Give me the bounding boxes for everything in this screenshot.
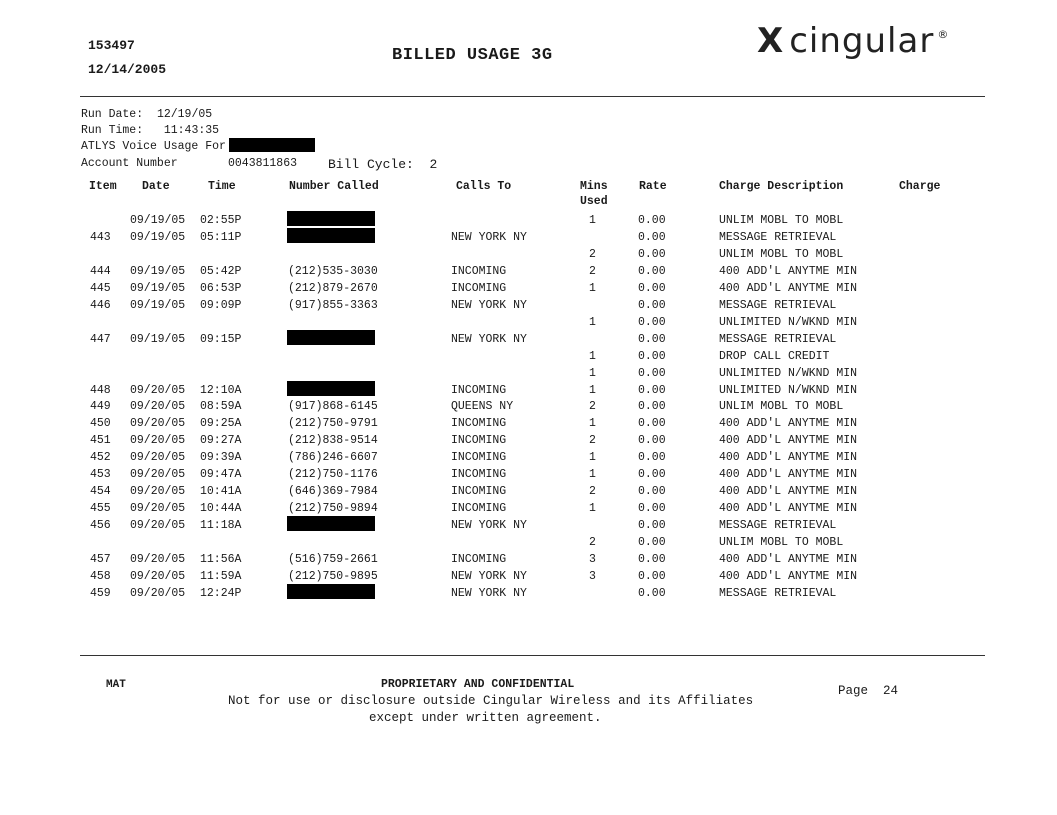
page-number: 24: [883, 684, 899, 698]
cell-date: 09/20/05: [130, 400, 186, 413]
cell-number-called: (212)750-9894: [288, 502, 378, 515]
table-row: [0, 451, 1057, 468]
cell-date: 09/20/05: [130, 502, 186, 515]
col-header-date: Date: [142, 180, 170, 193]
logo-wordmark: cingular: [789, 21, 935, 61]
cell-charge-description: UNLIM MOBL TO MOBL: [719, 214, 844, 227]
cell-rate: 0.00: [638, 553, 666, 566]
footer-disclaimer-line1: Not for use or disclosure outside Cingular Wireless and its Affiliates: [228, 694, 754, 708]
cell-charge-description: 400 ADD'L ANYTME MIN: [719, 570, 858, 583]
col-header-used: Used: [580, 195, 608, 208]
cell-charge-description: MESSAGE RETRIEVAL: [719, 231, 837, 244]
cell-rate: 0.00: [638, 367, 666, 380]
cell-time: 09:09P: [200, 299, 242, 312]
cell-mins-used: 1: [589, 417, 596, 430]
cell-item: 445: [90, 282, 111, 295]
cell-calls-to: NEW YORK NY: [451, 333, 527, 346]
cell-rate: 0.00: [638, 587, 666, 600]
col-header-time: Time: [208, 180, 236, 193]
cell-calls-to: NEW YORK NY: [451, 231, 527, 244]
cingular-x-mark: X: [757, 21, 784, 61]
redacted-number: [287, 228, 375, 243]
redacted-number: [287, 211, 375, 226]
registered-mark: ®: [937, 27, 949, 41]
cell-mins-used: 2: [589, 434, 596, 447]
cell-mins-used: 1: [589, 316, 596, 329]
table-row: [0, 570, 1057, 587]
cell-rate: 0.00: [638, 502, 666, 515]
table-row: [0, 434, 1057, 451]
cell-date: 09/19/05: [130, 282, 186, 295]
cell-number-called: (212)750-9895: [288, 570, 378, 583]
cell-rate: 0.00: [638, 519, 666, 532]
account-number-value: 0043811863: [228, 157, 298, 170]
cell-rate: 0.00: [638, 333, 666, 346]
cell-item: 455: [90, 502, 111, 515]
cell-date: 09/20/05: [130, 587, 186, 600]
cell-charge-description: 400 ADD'L ANYTME MIN: [719, 451, 858, 464]
cell-charge-description: UNLIM MOBL TO MOBL: [719, 536, 844, 549]
cell-rate: 0.00: [638, 434, 666, 447]
cell-time: 05:42P: [200, 265, 242, 278]
header-divider: [80, 96, 985, 97]
cell-calls-to: INCOMING: [451, 265, 507, 278]
table-row: [0, 282, 1057, 299]
cell-rate: 0.00: [638, 282, 666, 295]
table-row: [0, 553, 1057, 570]
redacted-number: [287, 330, 375, 345]
cell-mins-used: 3: [589, 570, 596, 583]
cell-time: 09:39A: [200, 451, 242, 464]
cell-number-called: (516)759-2661: [288, 553, 378, 566]
cell-date: 09/20/05: [130, 553, 186, 566]
usage-for-label: ATLYS Voice Usage For: [81, 140, 226, 153]
cell-number-called: (786)246-6607: [288, 451, 378, 464]
cell-calls-to: INCOMING: [451, 384, 507, 397]
cell-rate: 0.00: [638, 570, 666, 583]
cell-time: 10:44A: [200, 502, 242, 515]
bill-cycle: [328, 157, 437, 172]
table-row: [0, 367, 1057, 384]
cell-calls-to: NEW YORK NY: [451, 299, 527, 312]
cell-time: 10:41A: [200, 485, 242, 498]
cell-number-called: (212)879-2670: [288, 282, 378, 295]
cell-item: 458: [90, 570, 111, 583]
cell-charge-description: UNLIM MOBL TO MOBL: [719, 400, 844, 413]
cell-charge-description: 400 ADD'L ANYTME MIN: [719, 485, 858, 498]
cell-mins-used: 2: [589, 400, 596, 413]
cell-date: 09/20/05: [130, 519, 186, 532]
document-date: 12/14/2005: [88, 62, 167, 77]
cell-rate: 0.00: [638, 384, 666, 397]
cell-rate: 0.00: [638, 468, 666, 481]
cell-item: 447: [90, 333, 111, 346]
cell-calls-to: NEW YORK NY: [451, 587, 527, 600]
table-row: [0, 214, 1057, 231]
cell-charge-description: MESSAGE RETRIEVAL: [719, 333, 837, 346]
cell-date: 09/20/05: [130, 384, 186, 397]
redacted-block: [229, 138, 315, 152]
cell-item: 449: [90, 400, 111, 413]
cell-rate: 0.00: [638, 248, 666, 261]
redacted-number: [287, 516, 375, 531]
cell-mins-used: 1: [589, 214, 596, 227]
cell-rate: 0.00: [638, 299, 666, 312]
cell-rate: 0.00: [638, 451, 666, 464]
cell-time: 11:59A: [200, 570, 242, 583]
bill-cycle-value: 2: [429, 157, 438, 172]
cell-mins-used: 2: [589, 485, 596, 498]
cell-mins-used: 1: [589, 451, 596, 464]
cell-date: 09/20/05: [130, 485, 186, 498]
cell-date: 09/20/05: [130, 434, 186, 447]
table-row: [0, 587, 1057, 604]
cell-rate: 0.00: [638, 485, 666, 498]
cell-item: 457: [90, 553, 111, 566]
cell-charge-description: 400 ADD'L ANYTME MIN: [719, 282, 858, 295]
cell-rate: 0.00: [638, 400, 666, 413]
cell-mins-used: 1: [589, 367, 596, 380]
cell-date: 09/19/05: [130, 265, 186, 278]
cell-time: 06:53P: [200, 282, 242, 295]
cell-charge-description: MESSAGE RETRIEVAL: [719, 299, 837, 312]
cell-charge-description: 400 ADD'L ANYTME MIN: [719, 502, 858, 515]
cell-item: 448: [90, 384, 111, 397]
account-number-label: Account Number: [81, 157, 178, 170]
run-date-value: 12/19/05: [156, 108, 213, 121]
cell-time: 09:15P: [200, 333, 242, 346]
run-time-value: 11:43:35: [163, 124, 220, 137]
cell-rate: 0.00: [638, 214, 666, 227]
page-label: Page: [838, 684, 869, 698]
cell-time: 12:24P: [200, 587, 242, 600]
table-row: [0, 417, 1057, 434]
col-header-charge: Charge: [899, 180, 941, 193]
redacted-number: [287, 584, 375, 599]
table-row: [0, 316, 1057, 333]
col-header-item: Item: [89, 180, 117, 193]
table-row: [0, 350, 1057, 367]
table-row: [0, 299, 1057, 316]
table-row: [0, 400, 1057, 417]
cell-charge-description: MESSAGE RETRIEVAL: [719, 519, 837, 532]
cingular-logo: [757, 21, 949, 61]
cell-mins-used: 2: [589, 265, 596, 278]
cell-rate: 0.00: [638, 536, 666, 549]
run-time-label: Run Time:: [81, 124, 144, 137]
cell-calls-to: INCOMING: [451, 417, 507, 430]
usage-for-line: [81, 140, 226, 153]
cell-charge-description: DROP CALL CREDIT: [719, 350, 830, 363]
cell-mins-used: 1: [589, 282, 596, 295]
cell-number-called: (212)750-1176: [288, 468, 378, 481]
cell-number-called: (917)868-6145: [288, 400, 378, 413]
col-header-charge-description: Charge Description: [719, 180, 844, 193]
cell-item: 454: [90, 485, 111, 498]
cell-date: 09/20/05: [130, 451, 186, 464]
cell-mins-used: 1: [589, 384, 596, 397]
cell-item: 452: [90, 451, 111, 464]
cell-date: 09/20/05: [130, 570, 186, 583]
cell-charge-description: 400 ADD'L ANYTME MIN: [719, 468, 858, 481]
cell-mins-used: 1: [589, 502, 596, 515]
cell-calls-to: INCOMING: [451, 502, 507, 515]
run-date-line: [81, 108, 212, 121]
cell-number-called: (212)750-9791: [288, 417, 378, 430]
table-row: [0, 333, 1057, 350]
table-row: [0, 502, 1057, 519]
cell-time: 09:25A: [200, 417, 242, 430]
cell-date: 09/19/05: [130, 333, 186, 346]
cell-item: 456: [90, 519, 111, 532]
cell-time: 05:11P: [200, 231, 242, 244]
cell-charge-description: UNLIM MOBL TO MOBL: [719, 248, 844, 261]
cell-item: 459: [90, 587, 111, 600]
cell-time: 09:27A: [200, 434, 242, 447]
cell-mins-used: 2: [589, 248, 596, 261]
cell-time: 08:59A: [200, 400, 242, 413]
cell-number-called: (212)838-9514: [288, 434, 378, 447]
run-time-line: [81, 124, 219, 137]
cell-mins-used: 1: [589, 468, 596, 481]
cell-calls-to: NEW YORK NY: [451, 519, 527, 532]
cell-charge-description: UNLIMITED N/WKND MIN: [719, 367, 858, 380]
cell-time: 11:56A: [200, 553, 242, 566]
cell-number-called: (917)855-3363: [288, 299, 378, 312]
cell-calls-to: INCOMING: [451, 485, 507, 498]
cell-item: 450: [90, 417, 111, 430]
col-header-mins: Mins: [580, 180, 608, 193]
cell-calls-to: INCOMING: [451, 451, 507, 464]
cell-calls-to: INCOMING: [451, 468, 507, 481]
cell-time: 09:47A: [200, 468, 242, 481]
cell-time: 12:10A: [200, 384, 242, 397]
cell-time: 02:55P: [200, 214, 242, 227]
cell-charge-description: UNLIMITED N/WKND MIN: [719, 384, 858, 397]
cell-mins-used: 2: [589, 536, 596, 549]
cell-charge-description: 400 ADD'L ANYTME MIN: [719, 434, 858, 447]
page-title: BILLED USAGE 3G: [392, 46, 553, 65]
cell-item: 446: [90, 299, 111, 312]
cell-calls-to: INCOMING: [451, 553, 507, 566]
cell-number-called: (646)369-7984: [288, 485, 378, 498]
cell-date: 09/19/05: [130, 214, 186, 227]
cell-charge-description: 400 ADD'L ANYTME MIN: [719, 417, 858, 430]
cell-rate: 0.00: [638, 350, 666, 363]
col-header-calls-to: Calls To: [456, 180, 512, 193]
table-row: [0, 265, 1057, 282]
cell-mins-used: 3: [589, 553, 596, 566]
table-row: [0, 468, 1057, 485]
cell-rate: 0.00: [638, 417, 666, 430]
cell-rate: 0.00: [638, 316, 666, 329]
cell-number-called: (212)535-3030: [288, 265, 378, 278]
cell-charge-description: 400 ADD'L ANYTME MIN: [719, 265, 858, 278]
table-row: [0, 248, 1057, 265]
cell-date: 09/20/05: [130, 417, 186, 430]
footer-divider: [80, 655, 985, 656]
redacted-number: [287, 381, 375, 396]
cell-time: 11:18A: [200, 519, 242, 532]
cell-charge-description: MESSAGE RETRIEVAL: [719, 587, 837, 600]
table-row: [0, 519, 1057, 536]
footer-code: MAT: [106, 679, 126, 691]
footer-disclaimer-line2: except under written agreement.: [369, 711, 602, 725]
cell-calls-to: NEW YORK NY: [451, 570, 527, 583]
cell-date: 09/19/05: [130, 231, 186, 244]
col-header-number-called: Number Called: [289, 180, 379, 193]
cell-rate: 0.00: [638, 231, 666, 244]
cell-item: 444: [90, 265, 111, 278]
cell-calls-to: INCOMING: [451, 434, 507, 447]
cell-rate: 0.00: [638, 265, 666, 278]
table-row: [0, 384, 1057, 401]
cell-item: 443: [90, 231, 111, 244]
document-id: 153497: [88, 38, 135, 53]
cell-item: 453: [90, 468, 111, 481]
table-row: [0, 231, 1057, 248]
col-header-rate: Rate: [639, 180, 667, 193]
table-row: [0, 485, 1057, 502]
cell-date: 09/19/05: [130, 299, 186, 312]
cell-charge-description: 400 ADD'L ANYTME MIN: [719, 553, 858, 566]
cell-calls-to: QUEENS NY: [451, 400, 514, 413]
page-indicator: [838, 684, 898, 698]
cell-charge-description: UNLIMITED N/WKND MIN: [719, 316, 858, 329]
bill-cycle-label: Bill Cycle:: [328, 157, 414, 172]
table-row: [0, 536, 1057, 553]
cell-item: 451: [90, 434, 111, 447]
footer-heading: PROPRIETARY AND CONFIDENTIAL: [381, 678, 575, 691]
run-date-label: Run Date:: [81, 108, 144, 121]
cell-calls-to: INCOMING: [451, 282, 507, 295]
cell-date: 09/20/05: [130, 468, 186, 481]
cell-mins-used: 1: [589, 350, 596, 363]
